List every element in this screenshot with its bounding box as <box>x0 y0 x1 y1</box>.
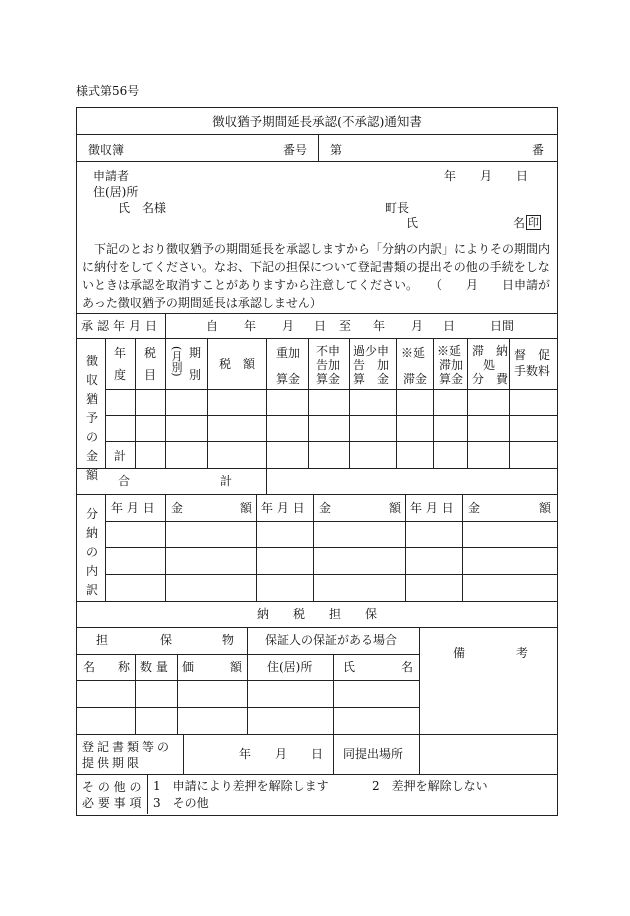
rule <box>76 774 558 775</box>
col-zeimoku-2: 目 <box>144 368 157 382</box>
col-fushin-3: 算金 <box>316 372 341 386</box>
collateral-2: 保 <box>160 633 173 647</box>
rule <box>165 338 166 468</box>
col-kibetsu-2: 別 <box>189 368 202 382</box>
inst-amount-header-1b: 額 <box>240 501 253 515</box>
inst-amount-header-2a: 金 <box>319 501 332 515</box>
number-label: 番号 <box>283 143 308 157</box>
applicant-label: 申請者 <box>93 169 130 183</box>
rule <box>183 734 184 774</box>
other-label-2: 必 要 事 項 <box>82 796 142 810</box>
rule <box>207 338 208 468</box>
rule <box>419 734 420 774</box>
rule <box>105 338 106 468</box>
inst-amount-header-3b: 額 <box>539 501 552 515</box>
total-go: 合 <box>118 474 131 488</box>
grace-side-label: 徴収猶予の金額 <box>85 354 98 482</box>
approval-from: 自 <box>206 319 219 333</box>
rule <box>76 707 419 708</box>
rule <box>76 654 419 655</box>
col-tainou-3: 分 費 <box>472 372 509 386</box>
other-item-1: 1 申請により差押を解除します <box>153 779 329 793</box>
remarks-2: 考 <box>516 646 529 660</box>
rule <box>105 415 558 416</box>
col-fushin-2: 告加 <box>316 358 341 372</box>
approval-day2: 日 <box>443 319 456 333</box>
col-kasho-3: 算 金 <box>353 372 390 386</box>
col-zeimoku-1: 税 <box>144 346 157 360</box>
col-person-2: 名 <box>401 660 414 674</box>
col-kasho-2: 告 加 <box>353 358 390 372</box>
rule <box>76 601 558 602</box>
rule <box>433 338 434 468</box>
approval-days: 日間 <box>490 319 515 333</box>
col-kasho-1: 過少申 <box>353 344 390 358</box>
applicant-date: 年 月 日 <box>444 169 529 183</box>
rule <box>76 313 558 314</box>
rule <box>105 521 558 522</box>
grace-subtotal: 計 <box>114 449 127 463</box>
approval-year1: 年 <box>244 319 257 333</box>
approval-year2: 年 <box>373 319 386 333</box>
approval-day1: 日 <box>314 319 327 333</box>
col-entaika-2: 滞加 <box>439 358 464 372</box>
rule <box>467 338 468 468</box>
col-zeigaku: 税 額 <box>218 357 255 371</box>
rule <box>135 654 136 734</box>
inst-amount-header-3a: 金 <box>468 501 481 515</box>
col-entai-1: ※延 <box>401 346 426 360</box>
other-item-2: 2 差押を解除しない <box>372 779 488 793</box>
col-juka-2: 算金 <box>276 372 301 386</box>
col-nendo-1: 年 <box>114 346 127 360</box>
ledger-label: 徴収簿 <box>88 143 125 157</box>
rule <box>318 134 319 161</box>
approval-month2: 月 <box>411 319 424 333</box>
collateral-1: 担 <box>96 633 109 647</box>
rule <box>76 338 558 339</box>
rule <box>76 161 558 162</box>
installments-side-label: 分納の内訳 <box>85 507 98 597</box>
inst-date-header-2: 年 月 日 <box>261 501 305 515</box>
applicant-address: 住(居)所 <box>93 185 139 199</box>
registration-label-1: 登記書類等の <box>82 740 173 754</box>
rule <box>105 574 558 575</box>
security-title: 納 税 担 保 <box>256 607 377 621</box>
inst-amount-header-2b: 額 <box>389 501 402 515</box>
col-price-1: 価 <box>182 660 195 674</box>
rule <box>147 774 148 814</box>
ban-label: 番 <box>532 143 545 157</box>
rule <box>266 468 267 494</box>
col-entaika-3: 算金 <box>439 372 464 386</box>
rule <box>76 627 558 628</box>
form-number: 様式第56号 <box>76 84 140 98</box>
col-address: 住(居)所 <box>267 660 313 674</box>
rule <box>509 338 510 468</box>
form-title: 徴収猶予期間延長承認(不承認)通知書 <box>212 114 422 129</box>
approval-month1: 月 <box>282 319 295 333</box>
rule <box>333 654 334 734</box>
rule <box>165 313 166 338</box>
rule <box>105 389 558 390</box>
rule <box>76 134 558 135</box>
col-tainou-1: 滞 納 <box>472 344 509 358</box>
mayor-name-label: 氏 <box>406 216 419 230</box>
other-item-3: 3 その他 <box>153 796 209 810</box>
mayor-label: 町長 <box>385 201 410 215</box>
col-juka-1: 重加 <box>276 346 301 360</box>
col-entaika-1: ※延 <box>437 344 462 358</box>
inst-amount-header-1a: 金 <box>171 501 184 515</box>
other-label-1: そ の 他 の <box>82 780 142 794</box>
col-qty: 数 量 <box>140 660 168 674</box>
seal-mark: 印 <box>528 216 539 229</box>
col-tokusoku-1: 督 促 <box>514 348 551 362</box>
remarks-1: 備 <box>453 646 466 660</box>
registration-date: 年 月 日 <box>239 747 324 761</box>
seal-stamp <box>526 215 541 230</box>
collateral-3: 物 <box>222 633 235 647</box>
rule <box>76 734 558 735</box>
registration-place: 同提出場所 <box>343 747 404 761</box>
rule <box>76 680 419 681</box>
dai-label: 第 <box>330 143 343 157</box>
col-entai-2: 滞金 <box>403 372 428 386</box>
rule <box>177 654 178 734</box>
col-fushin-1: 不申 <box>316 344 341 358</box>
guarantor-header: 保証人の保証がある場合 <box>265 633 398 647</box>
inst-date-header-1: 年 月 日 <box>111 501 155 515</box>
notice-paragraph: 下記のとおり徴収猶予の期間延長を承認しますから「分納の内訳」によりその期間内に納付をしてください。なお、下記の担保について登記書類の提出その他の手続をしないときは承認を取消すことがありますから注意してください。 （ 月 日申請があった徴収猶予の期間延長は承認しません） <box>82 242 551 310</box>
approval-date-label: 承認年月日 <box>81 319 162 333</box>
rule <box>105 441 558 442</box>
col-kibetsu-1: 期 <box>189 346 202 360</box>
inst-date-header-3: 年 月 日 <box>410 501 454 515</box>
approval-to: 至 <box>339 319 352 333</box>
registration-label-2: 提供期限 <box>82 756 143 770</box>
col-name-2: 称 <box>118 660 131 674</box>
rule <box>135 338 136 468</box>
rule <box>266 338 267 468</box>
col-kibetsu-paren: (月別) <box>170 346 183 377</box>
rule <box>396 338 397 468</box>
col-tainou-2: 処 <box>483 358 496 372</box>
mayor-name-mei: 名 <box>513 216 526 230</box>
col-name-1: 名 <box>83 660 96 674</box>
rule <box>349 338 350 468</box>
col-person-1: 氏 <box>343 660 356 674</box>
total-kei: 計 <box>220 474 233 488</box>
rule <box>76 494 558 495</box>
rule <box>308 338 309 468</box>
col-nendo-2: 度 <box>114 368 127 382</box>
col-tokusoku-2: 手数料 <box>514 364 551 378</box>
rule <box>419 627 420 734</box>
rule <box>333 734 334 774</box>
applicant-name: 氏 名様 <box>118 201 167 215</box>
rule <box>105 547 558 548</box>
rule <box>76 468 558 469</box>
col-price-2: 額 <box>230 660 243 674</box>
